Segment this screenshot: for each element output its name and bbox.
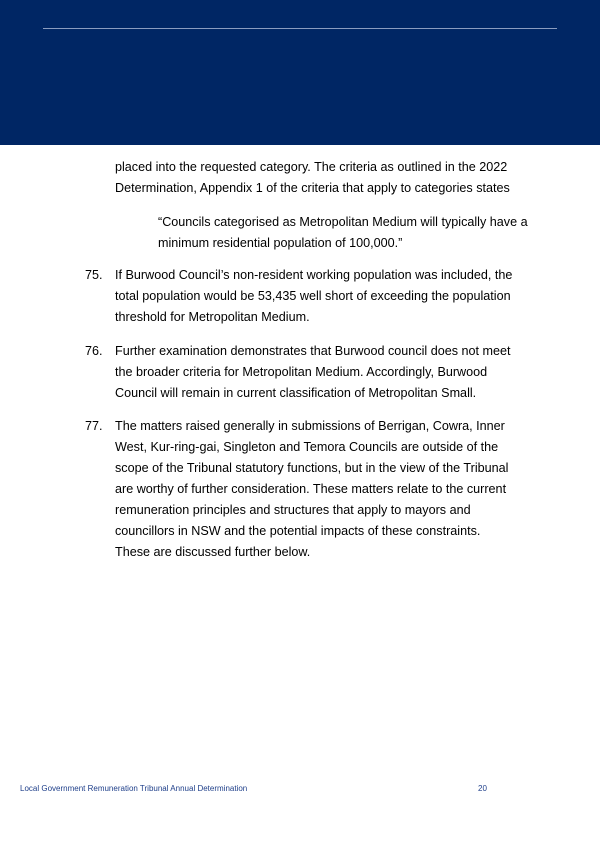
footer-page-number: 20 [478, 784, 487, 793]
paragraph-75: If Burwood Council’s non-resident working population was included, the total population would be 53,435 well short of exceeding the population threshold for Metropolitan Medium. [115, 268, 513, 324]
paragraph-number-77: 77. [85, 419, 103, 433]
paragraph-number-76: 76. [85, 344, 103, 358]
paragraph-number-75: 75. [85, 268, 103, 282]
paragraph-76: Further examination demonstrates that Burwood council does not meet the broader criteria for Metropolitan Medium. Accordingly, Burwood Council will remain in current classification of Metropolitan Small. [115, 344, 511, 400]
continuation-paragraph: placed into the requested category. The criteria as outlined in the 2022 Determination, Appendix 1 of the criteria that apply to categories states [115, 160, 510, 195]
footer-title: Local Government Remuneration Tribunal Annual Determination [20, 784, 248, 793]
paragraph-77: The matters raised generally in submissions of Berrigan, Cowra, Inner West, Kur-ring-gai, Singleton and Temora Councils are outside of the scope of the Tribunal statutory functions, but in the view of the Tribunal are worthy of further consideration. These matters relate to the current remuneration principles and structures that apply to mayors and councillors in NSW and the potential impacts of these constraints. These are discussed further below. [115, 419, 509, 559]
quoted-criteria: “Councils categorised as Metropolitan Medium will typically have a minimum residential population of 100,000.” [158, 215, 528, 250]
